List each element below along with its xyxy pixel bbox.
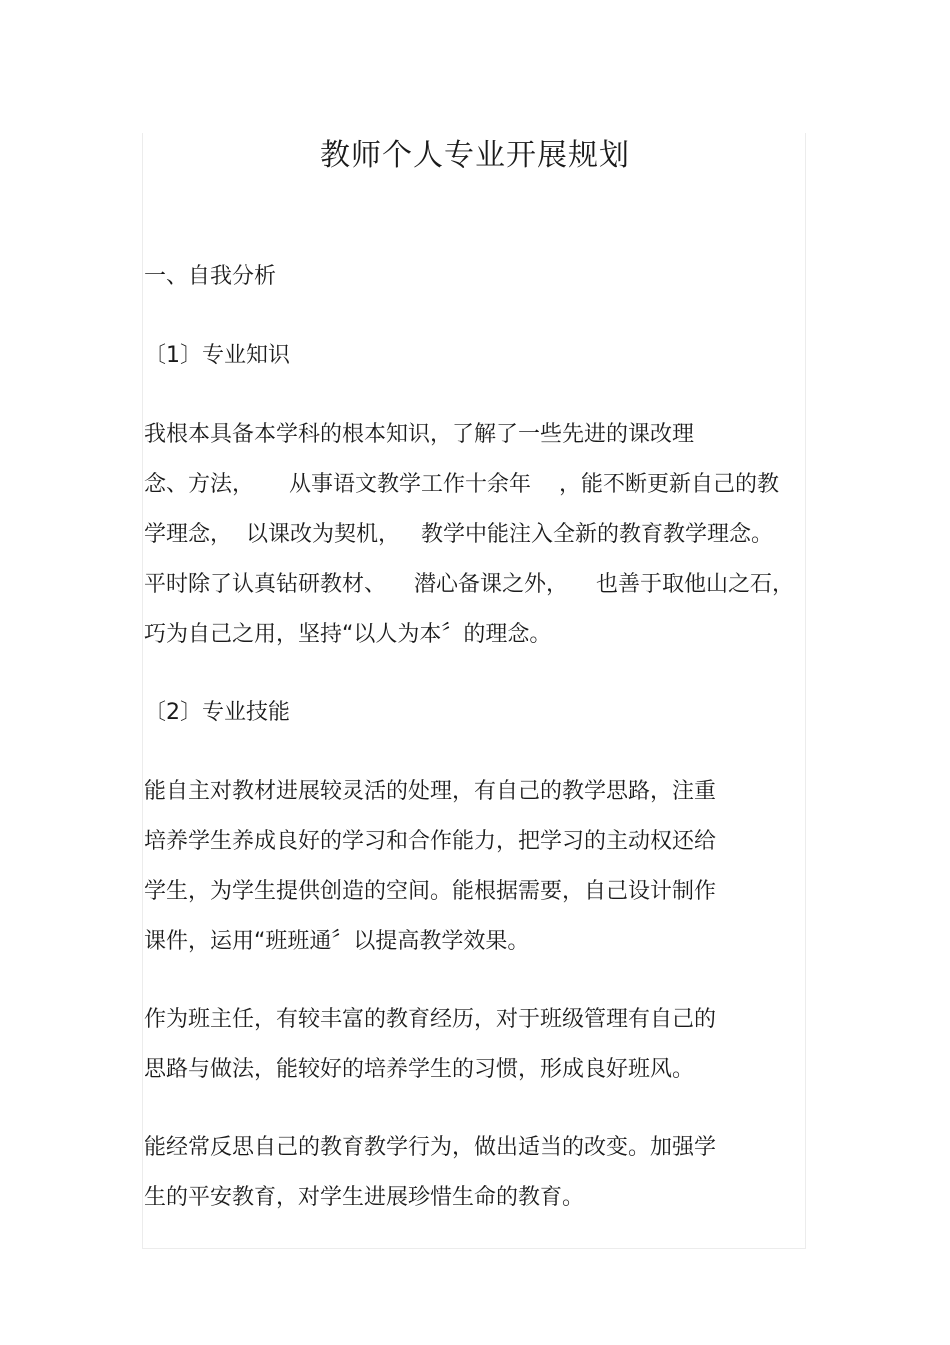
paragraph-line: 我根本具备本学科的根本知识，了解了一些先进的课改理	[144, 422, 695, 447]
section-heading-self-analysis: 一、自我分析	[144, 264, 277, 289]
document-title: 教师个人专业开展规划	[320, 138, 630, 173]
paragraph-line: 平时除了认真钻研教材、 潜心备课之外， 也善于取他山之石，	[144, 572, 794, 597]
paragraph-line: 学生，为学生提供创造的空间。能根据需要，自己设计制作	[144, 879, 717, 904]
paragraph-line: 思路与做法，能较好的培养学生的习惯，形成良好班风。	[144, 1057, 695, 1082]
paragraph-line: 学理念， 以课改为契机， 教学中能注入全新的教育教学理念。	[144, 522, 773, 547]
paragraph-line: 作为班主任，有较丰富的教育经历，对于班级管理有自己的	[144, 1007, 717, 1032]
subsection-heading-professional-skills: 〔2〕专业技能	[144, 700, 290, 725]
paragraph-line: 能自主对教材进展较灵活的处理，有自己的教学思路，注重	[144, 779, 717, 804]
subsection-heading-professional-knowledge: 〔1〕专业知识	[144, 343, 290, 368]
paragraph-line: 念、方法， 从事语文教学工作十余年 ，能不断更新自己的教	[144, 472, 779, 497]
paragraph-line: 课件，运用“班班通〞以提高教学效果。	[144, 929, 530, 954]
paragraph-line: 培养学生养成良好的学习和合作能力，把学习的主动权还给	[144, 829, 717, 854]
paragraph-line: 能经常反思自己的教育教学行为，做出适当的改变。加强学	[144, 1135, 717, 1160]
paragraph-line: 生的平安教育，对学生进展珍惜生命的教育。	[144, 1185, 585, 1210]
paragraph-line: 巧为自己之用，坚持“以人为本〞的理念。	[144, 622, 552, 647]
